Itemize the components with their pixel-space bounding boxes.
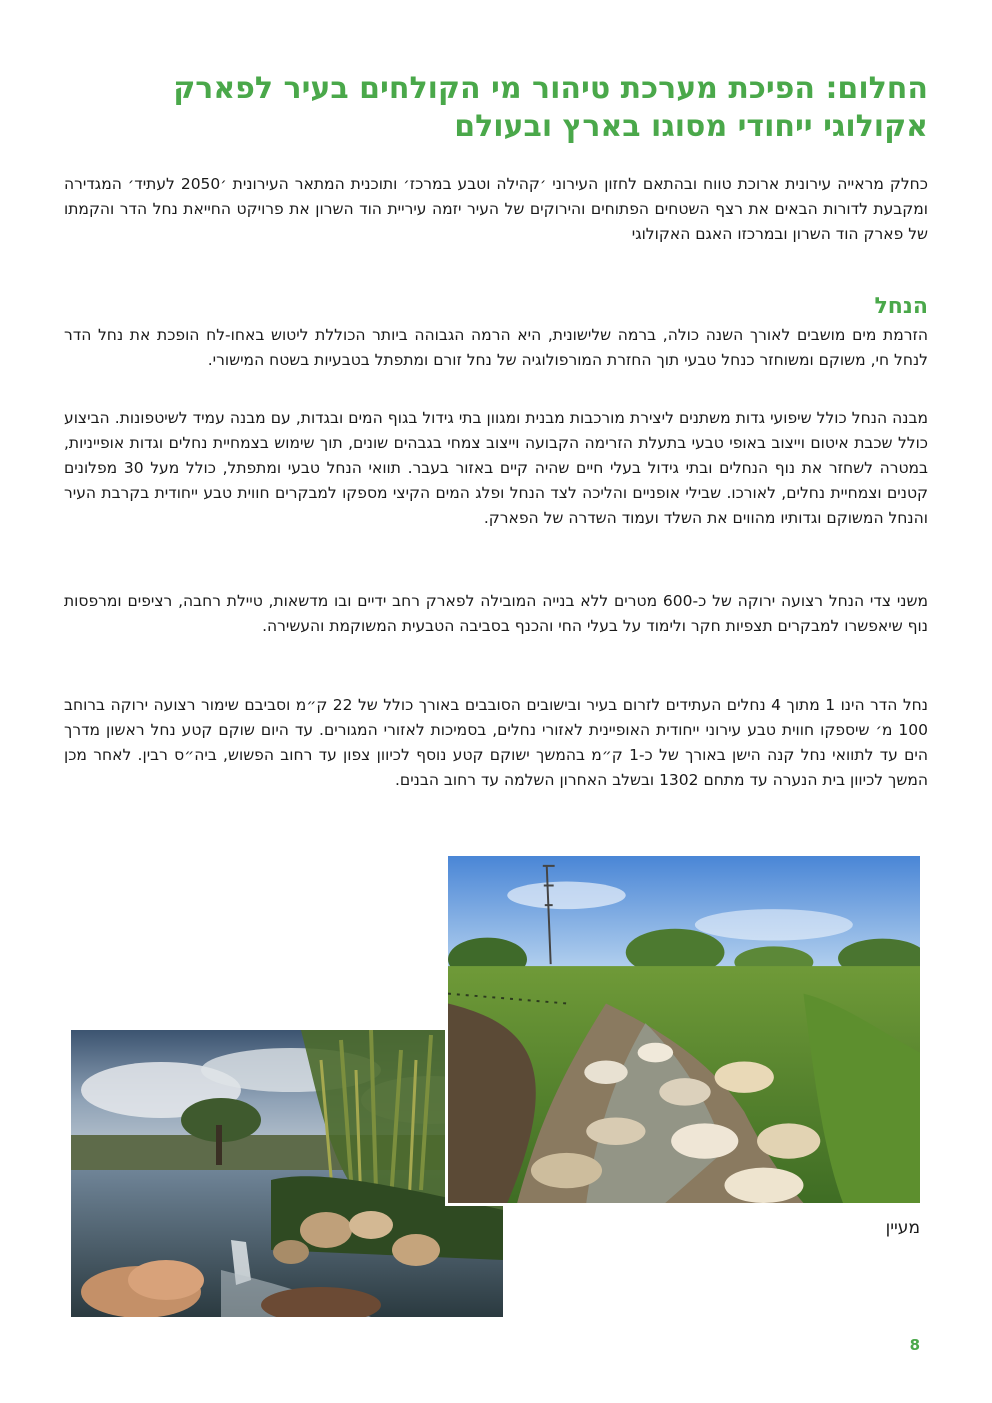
body-paragraph-3: משני צדי הנחל רצועה ירוקה של כ-600 מטרים ללא בנייה המובילה לפארק רחב ידיים ובו מדשאות, טיילת רחבה, רציפים ומרפסות נוף שיאפשרו למבקרים תצפיות חקר ולימוד על בעלי החי והכנף בסביבה הטבעית המשוקמת והעשירה.: [64, 592, 928, 635]
stream-photo: [445, 853, 923, 1206]
body-paragraph-1: הזרמת מים מושבים לאורך השנה כולה, ברמה שלישונית, היא הרמה הגבוהה ביותר הכוללת ליטוש באחו-לח הופכת את נחל הדר לנחל חי, משוקם ומשוחזר כנחל טבעי תוך החזרת המורפולוגיה של נחל זורם ומתפתל בטבעיות בשטח המישורי.: [64, 326, 928, 369]
waterfall-photo: [71, 1030, 503, 1317]
body-paragraph-2: מבנה הנחל כולל שיפועי גדות משתנים ליצירת מורכבות מבנית ומגוון בתי גידול בגוף המים ובגדות, עם מבנה עמיד לשיטפונות. הביצוע כולל שכבת איטום וייצוב באופי טבעי בתעלת הזרימה הקבועה וייצוב צמחי בגבהים שונים, תוך שימוש בצמחיית נחלים וגדות אופייניות, במטרה לשחזר את נוף הנחלים ובתי גידול בעלי חיים שהיה קיים באזור בעבר. תוואי הנחל טבעי ומתפתל, כולל מעל 30 מפלונים קטנים וצמחיית נחלים, לאורכו. שבילי אופניים והליכה לצד הנחל ופלג המים הקיצי מספקו למבקרים חווית טבע ייחודית בקרבת העיר והנחל המשוקם וגדותיו מהווים את השלד ועמוד השדרה של הפארק.: [64, 409, 928, 527]
section-heading: הנחל: [874, 294, 928, 319]
intro-paragraph: כחלק מראייה עירונית ארוכת טווח ובהתאם לחזון העירוני ׳קהילה וטבע במרכז׳ ותוכנית המתאר העירונית ׳2050 לעתיד׳ המגדירה ומקבעת לדורות הבאים את רצף השטחים הפתוחים והירוקים של העיר יזמה עיריית הוד השרון את פרויקט החייאת נחל הדר והקמתו של פארק הוד השרון ובמרכזו האגם האקולוגי: [64, 175, 928, 243]
page-number: 8: [909, 1336, 920, 1354]
body-paragraph-4: נחל הדר הינו 1 מתוך 4 נחלים העתידים לזרום בעיר ובישובים הסובבים באורך כולל של 22 ק״מ וסביבם שימור רצועה ירוקה ברוחב 100 מ׳ שיספקו חווית טבע עירוני ייחודית האופיינית לאזורי נחלים, בסמיכות לאזורי המגורים. עד היום שוקם קטע נחל ראשון מדרך הים עד לתוואי נחל קנה הישן באורך של כ-1 ק״מ בהמשך ישוקם קטע נוסף לכיוון צפון עד רחוב הפשוש, ביה״ס רבין. לאחר מכן המשך לכיוון בית הנערה עד מתחם 1302 ובשלב האחרון השלמה עד רחוב הבנים.: [64, 696, 928, 789]
page-title: החלום: הפיכת מערכת טיהור מי הקולחים בעיר לפארק אקולוגי ייחודי מסוגו בארץ ובעולם: [173, 71, 928, 144]
photo-caption: מעיין: [885, 1218, 920, 1238]
